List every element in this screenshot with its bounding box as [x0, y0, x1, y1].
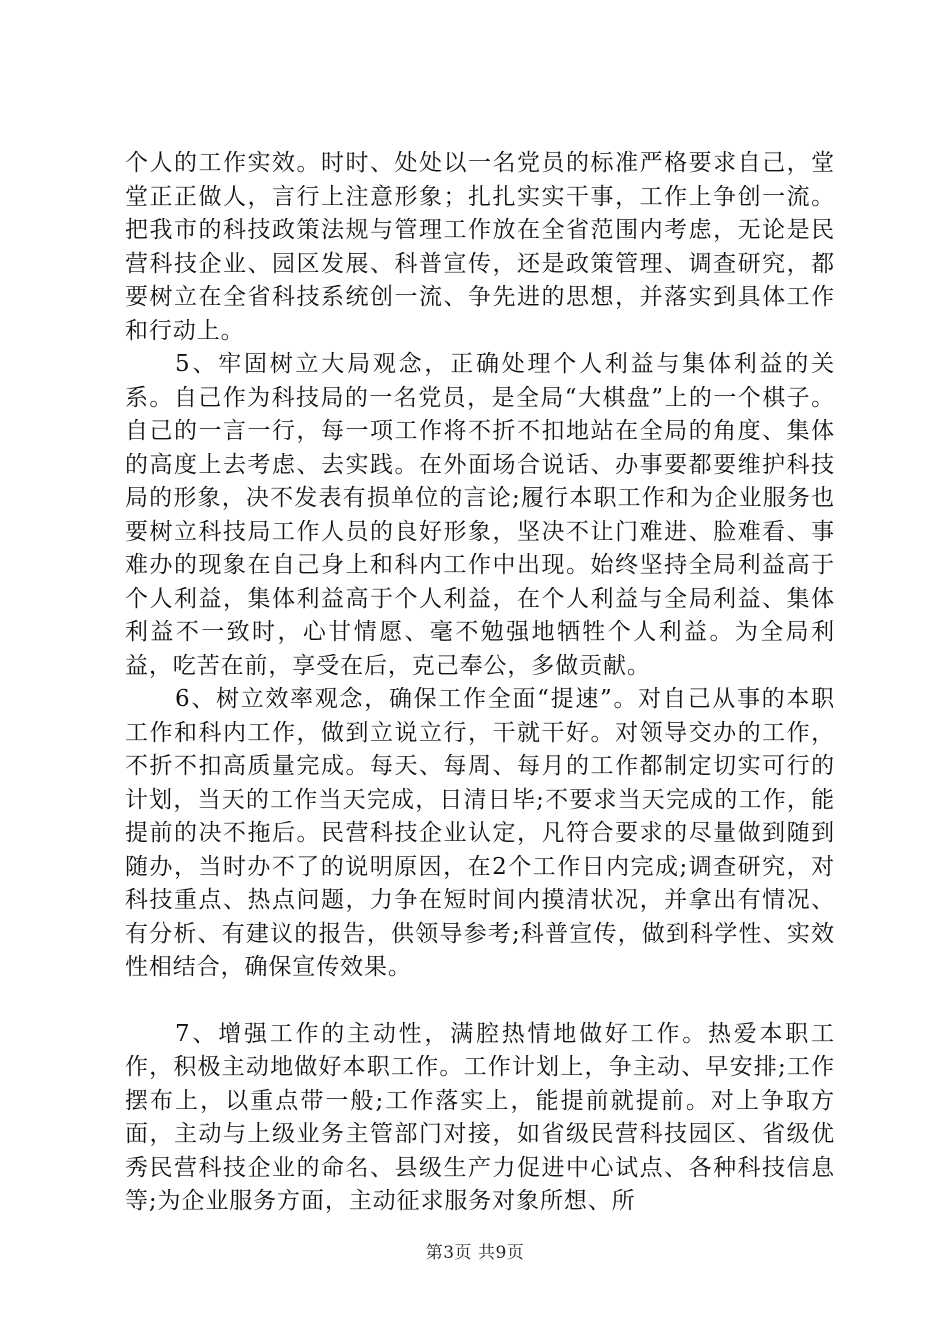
page-number-footer: 第3页 共9页: [425, 1243, 525, 1263]
document-body: [125, 147, 835, 1219]
paragraph-item-5: 5、牢固树立大局观念，正确处理个人利益与集体利益的关系。自己作为科技局的一名党员，是全局“大棋盘”上的一个棋子。自己的一言一行，每一项工作将不折不扣地站在全局的角度、集体的高度上去考虑、去实践。在外面场合说话、办事要都要维护科技局的形象，决不发表有损单位的言论;履行本职工作和为企业服务也要树立科技局工作人员的良好形象，坚决不让门难进、脸难看、事难办的现象在自己身上和科内工作中出现。始终坚持全局利益高于个人利益，集体利益高于个人利益，在个人利益与全局利益、集体利益不一致时，心甘情愿、毫不勉强地牺牲个人利益。为全局利益，吃苦在前，享受在后，克己奉公，多做贡献。: [125, 351, 835, 679]
paragraph-item-6: 6、树立效率观念，确保工作全面“提速”。对自己从事的本职工作和科内工作，做到立说立行，干就干好。对领导交办的工作，不折不扣高质量完成。每天、每周、每月的工作都制定切实可行的计划，当天的工作当天完成，日清日毕;不要求当天完成的工作，能提前的决不拖后。民营科技企业认定，凡符合要求的尽量做到随到随办，当时办不了的说明原因，在2个工作日内完成;调查研究，对科技重点、热点问题，力争在短时间内摸清状况，并拿出有情况、有分析、有建议的报告，供领导参考;科普宣传，做到科学性、实效性相结合，确保宣传效果。: [125, 686, 835, 980]
paragraph-item-7: 7、增强工作的主动性，满腔热情地做好工作。热爱本职工作，积极主动地做好本职工作。工作计划上，争主动、早安排;工作摆布上，以重点带一般;工作落实上，能提前就提前。对上争取方面，主动与上级业务主管部门对接，如省级民营科技园区、省级优秀民营科技企业的命名、县级生产力促进中心试点、各种科技信息等;为企业服务方面，主动征求服务对象所想、所: [125, 1020, 835, 1214]
paragraph-continuation: 个人的工作实效。时时、处处以一名党员的标准严格要求自己，堂堂正正做人，言行上注意形象；扎扎实实干事，工作上争创一流。把我市的科技政策法规与管理工作放在全省范围内考虑，无论是民营科技企业、园区发展、科普宣传，还是政策管理、调查研究，都要树立在全省科技系统创一流、争先进的思想，并落实到具体工作和行动上。: [125, 150, 835, 344]
